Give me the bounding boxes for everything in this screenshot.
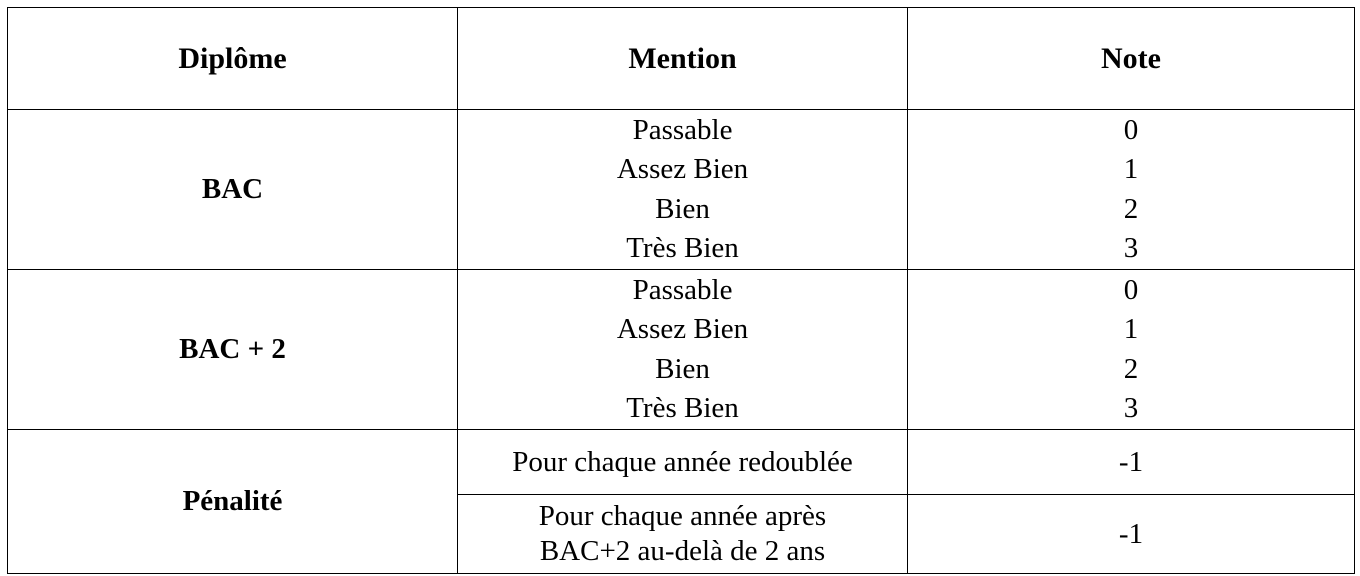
note-cell: [908, 110, 1355, 270]
note-item: 2: [1123, 192, 1139, 225]
grading-table: [7, 7, 1355, 574]
note-cell: [908, 270, 1355, 430]
mention-item: Passable: [632, 273, 733, 306]
table-row-bac2: [8, 270, 1355, 430]
mention-item: Très Bien: [626, 392, 739, 424]
table-row-penalite-1: [8, 430, 1355, 495]
note-item: 1: [1123, 313, 1139, 345]
table-row-bac: [8, 110, 1355, 270]
mention-item: Assez Bien: [616, 153, 749, 185]
mention-cell: [458, 495, 908, 574]
header-note: Note: [908, 8, 1355, 110]
mention-item: Bien: [655, 192, 710, 225]
mention-cell: Pour chaque année redoublée: [458, 430, 908, 495]
note-item: 3: [1123, 232, 1139, 264]
mention-item: Passable: [632, 113, 733, 146]
diplome-cell: BAC + 2: [8, 270, 458, 430]
mention-item: Assez Bien: [616, 313, 749, 345]
note-item: 1: [1123, 153, 1139, 185]
mention-cell: [458, 270, 908, 430]
header-row: [8, 8, 1355, 110]
mention-line: BAC+2 au-delà de 2 ans: [539, 535, 826, 567]
penalite-cell: Pénalité: [8, 430, 458, 574]
note-item: 0: [1123, 113, 1139, 146]
note-item: 3: [1123, 392, 1139, 424]
mention-item: Très Bien: [626, 232, 739, 264]
diplome-cell: BAC: [8, 110, 458, 270]
note-cell: -1: [908, 495, 1355, 574]
mention-item: Bien: [655, 352, 710, 385]
note-item: 2: [1123, 352, 1139, 385]
header-mention: Mention: [458, 8, 908, 110]
mention-line: Pour chaque année après: [538, 500, 827, 532]
mention-cell: [458, 110, 908, 270]
note-item: 0: [1123, 273, 1139, 306]
note-cell: -1: [908, 430, 1355, 495]
header-diplome: Diplôme: [8, 8, 458, 110]
